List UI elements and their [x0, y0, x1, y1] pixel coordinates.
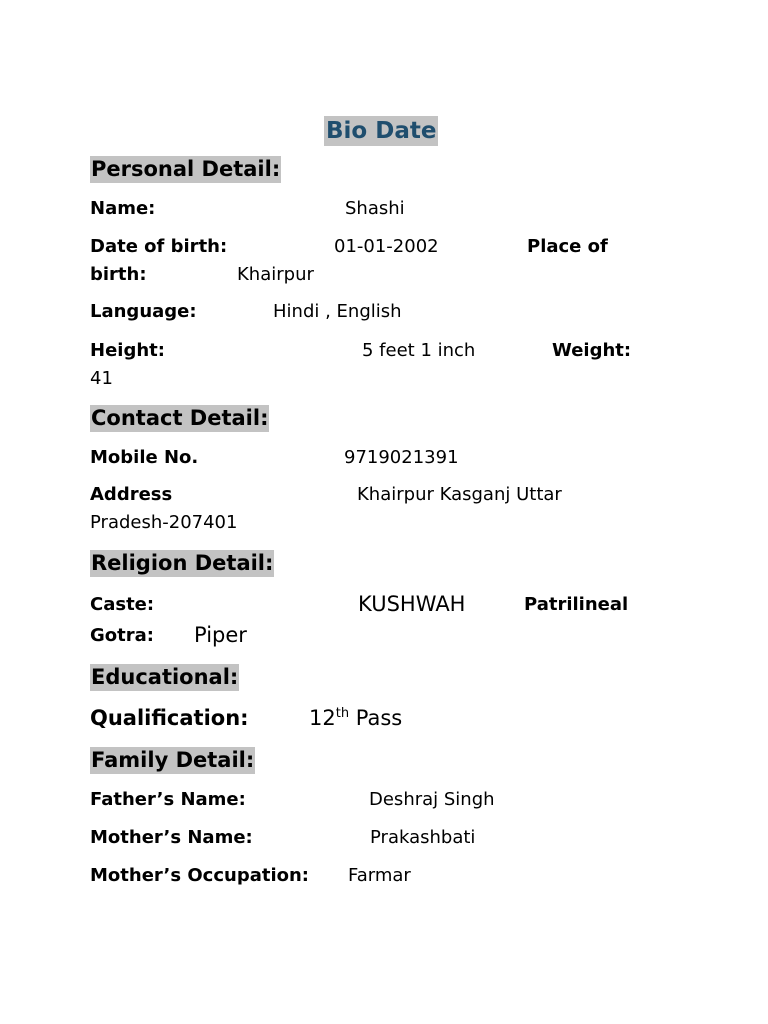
address-value-line2: Pradesh-207401	[90, 512, 238, 533]
caste-label: Caste:	[90, 594, 155, 615]
name-value: Shashi	[345, 198, 405, 219]
father-name-label: Father’s Name:	[90, 789, 246, 810]
weight-label: Weight:	[552, 340, 632, 361]
pob-label-line2: birth:	[90, 264, 147, 285]
caste-value: KUSHWAH	[358, 592, 466, 616]
qualification-number: 12	[309, 706, 336, 730]
gotra-value: Piper	[194, 623, 247, 647]
qualification-label: Qualification:	[90, 706, 249, 730]
section-heading-family: Family Detail:	[91, 748, 255, 772]
mother-name-label: Mother’s Name:	[90, 827, 253, 848]
mobile-label: Mobile No.	[90, 447, 199, 468]
height-value: 5 feet 1 inch	[362, 340, 476, 361]
height-label: Height:	[90, 340, 165, 361]
mother-occupation-value: Farmar	[348, 865, 411, 886]
section-heading-contact: Contact Detail:	[91, 406, 269, 430]
language-value: Hindi , English	[273, 301, 402, 322]
section-heading-educational: Educational:	[91, 665, 239, 689]
language-label: Language:	[90, 301, 197, 322]
address-value-line1: Khairpur Kasganj Uttar	[357, 484, 562, 505]
section-heading-personal: Personal Detail:	[91, 157, 281, 181]
pob-value: Khairpur	[237, 264, 314, 285]
pob-label-line1: Place of	[527, 236, 608, 257]
qualification-suffix: th	[335, 706, 350, 721]
father-name-value: Deshraj Singh	[369, 789, 495, 810]
section-heading-religion: Religion Detail:	[91, 551, 274, 575]
mother-name-value: Prakashbati	[370, 827, 476, 848]
page-title: Bio Date	[326, 118, 437, 144]
mobile-value: 9719021391	[344, 447, 459, 468]
dob-value: 01-01-2002	[334, 236, 439, 257]
dob-label: Date of birth:	[90, 236, 228, 257]
mother-occupation-label: Mother’s Occupation:	[90, 865, 309, 886]
qualification-value	[309, 704, 402, 732]
address-label: Address	[90, 484, 173, 505]
gotra-label-line1: Patrilineal	[524, 594, 629, 615]
name-label: Name:	[90, 198, 156, 219]
weight-value: 41	[90, 368, 113, 389]
qualification-rest: Pass	[349, 706, 403, 730]
gotra-label-line2: Gotra:	[90, 625, 154, 646]
